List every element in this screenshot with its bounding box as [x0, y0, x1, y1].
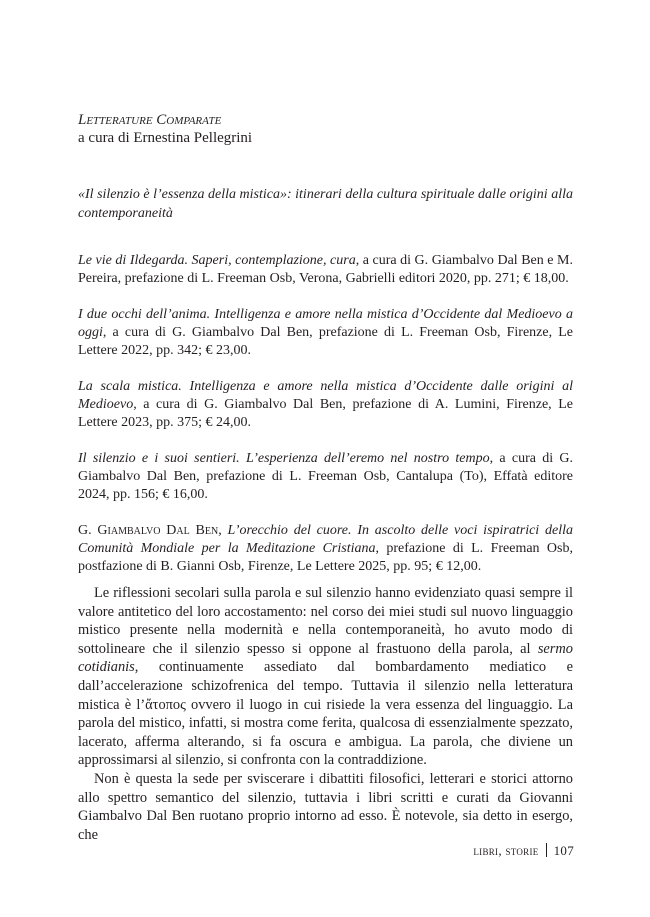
book-entry: [78, 522, 573, 576]
review-title: «Il silenzio è l’essenza della mistica»: itinerari della cultura spirituale dalle origini alla contemporaneità: [78, 187, 573, 221]
body-paragraph: [78, 770, 573, 844]
book-details: , a cura di G. Giambalvo Dal Ben, prefazione di L. Freeman Osb, Firenze, Le Lettere 2022, pp. 342; € 23,00.: [78, 325, 573, 358]
book-author: G. Giambalvo Dal Ben,: [78, 523, 228, 538]
review-body: [78, 584, 573, 844]
book-entry: [78, 378, 573, 432]
book-title: I due occhi dell’anima. Intelligenza e amore nella mistica d’Occidente dal Medioevo a oggi: [78, 307, 573, 340]
book-entry: [78, 450, 573, 504]
book-details: , a cura di G. Giambalvo Dal Ben e M. Pereira, prefazione di L. Freeman Osb, Verona, Gabrielli editori 2020, pp. 271; € 18,00.: [78, 253, 573, 286]
section-editor: a cura di Ernestina Pellegrini: [78, 130, 253, 146]
footer-divider: [546, 843, 547, 857]
book-entry: [78, 252, 573, 288]
section-header: [78, 111, 578, 148]
book-title: Il silenzio e i suoi sentieri. L’esperienza dell’eremo nel nostro tempo: [78, 451, 490, 466]
page-footer: [473, 843, 574, 859]
book-list: [78, 252, 573, 594]
book-title: La scala mistica. Intelligenza e amore nella mistica d’Occidente dalle origini al Medioevo: [78, 379, 573, 412]
page-number: 107: [553, 843, 574, 858]
paragraph-text: Le riflessioni secolari sulla parola e sul silenzio hanno evidenziato quasi sempre il valore antitetico del loro accostamento: nel corso dei miei studi sul nuovo linguaggio mistico presente nella modernità e nella contemporaneità, ho avuto modo di sottolineare che il silenzio spesso si oppone al frastuono della parola, al: [78, 585, 573, 657]
paragraph-italic: sermo cotidianis: [78, 640, 573, 676]
book-title: Le vie di Ildegarda. Saperi, contemplazione, cura: [78, 253, 356, 268]
book-entry: [78, 306, 573, 360]
book-title: L’orecchio del cuore. In ascolto delle voci ispiratrici della Comunità Mondiale per la Meditazione Cristiana: [78, 523, 573, 556]
book-details: , a cura di G. Giambalvo Dal Ben, prefazione di L. Freeman Osb, Cantalupa (To), Effatà editore 2024, pp. 156; € 16,00.: [78, 451, 573, 502]
body-paragraph: [78, 584, 573, 770]
running-head: libri, storie: [473, 843, 539, 858]
book-details: , a cura di G. Giambalvo Dal Ben, prefazione di A. Lumini, Firenze, Le Lettere 2023, pp. 375; € 24,00.: [78, 397, 573, 430]
book-details: , prefazione di L. Freeman Osb, postfazione di B. Gianni Osb, Firenze, Le Lettere 2025, pp. 95; € 12,00.: [78, 541, 573, 574]
paragraph-text: Non è questa la sede per sviscerare i dibattiti filosofici, letterari e storici attorno allo spettro semantico del silenzio, tuttavia i libri scritti e curati da Giovanni Giambalvo Dal Ben ruotano proprio intorno ad esso. È notevole, sia detto in esergo, che: [78, 770, 573, 843]
paragraph-text: , continuamente assediato dal bombardamento mediatico e dall’accelerazione schizofrenica del tempo. Tuttavia il silenzio nella letteratura mistica è l’ἄτοπος ovvero il luogo in cui risiede la vera essenza del linguaggio. La parola del mistico, infatti, si mostra come ferita, qualcosa di essenzialmente spezzato, lacerato, afferma alterando, si fa oscura e ambigua. La parola, che diviene un approssimarsi al silenzio, si confronta con la contraddizione.: [78, 659, 573, 769]
section-title: Letterature Comparate: [78, 112, 222, 128]
